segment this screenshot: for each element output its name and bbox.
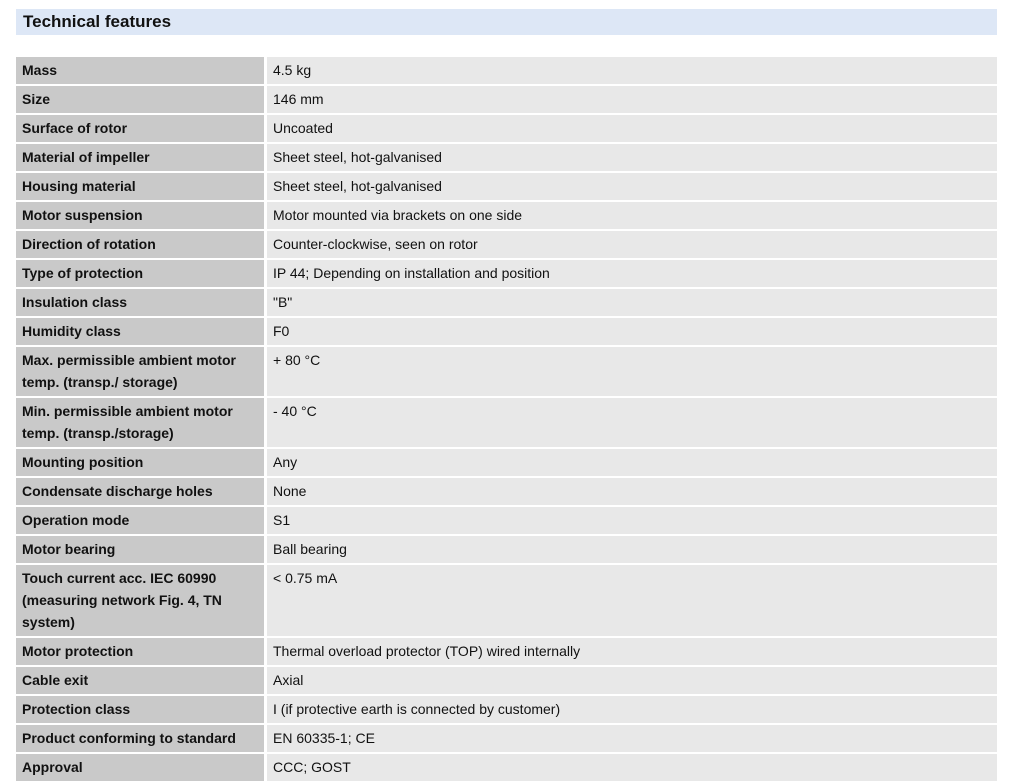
row-label: Direction of rotation bbox=[16, 231, 267, 258]
row-value: EN 60335-1; CE bbox=[267, 725, 997, 752]
table-row bbox=[16, 289, 997, 318]
row-label: Protection class bbox=[16, 696, 267, 723]
row-label: Touch current acc. IEC 60990 (measuring network Fig. 4, TN system) bbox=[16, 565, 267, 636]
row-label: Motor suspension bbox=[16, 202, 267, 229]
row-value: < 0.75 mA bbox=[267, 565, 997, 636]
row-value: Ball bearing bbox=[267, 536, 997, 563]
row-label: Max. permissible ambient motor temp. (transp./ storage) bbox=[16, 347, 267, 396]
table-row bbox=[16, 231, 997, 260]
table-row bbox=[16, 115, 997, 144]
row-value: 146 mm bbox=[267, 86, 997, 113]
table-row bbox=[16, 725, 997, 754]
section-header bbox=[16, 9, 997, 35]
row-value: Sheet steel, hot-galvanised bbox=[267, 173, 997, 200]
row-label: Housing material bbox=[16, 173, 267, 200]
table-row bbox=[16, 478, 997, 507]
table-row bbox=[16, 86, 997, 115]
row-value: + 80 °C bbox=[267, 347, 997, 396]
table-row bbox=[16, 57, 997, 86]
table-row bbox=[16, 202, 997, 231]
table-row bbox=[16, 507, 997, 536]
row-label: Size bbox=[16, 86, 267, 113]
row-value: I (if protective earth is connected by customer) bbox=[267, 696, 997, 723]
table-row bbox=[16, 144, 997, 173]
row-label: Insulation class bbox=[16, 289, 267, 316]
table-row bbox=[16, 173, 997, 202]
row-value: Thermal overload protector (TOP) wired internally bbox=[267, 638, 997, 665]
row-label: Min. permissible ambient motor temp. (transp./storage) bbox=[16, 398, 267, 447]
row-value: F0 bbox=[267, 318, 997, 345]
row-label: Surface of rotor bbox=[16, 115, 267, 142]
table-row bbox=[16, 536, 997, 565]
row-label: Humidity class bbox=[16, 318, 267, 345]
row-label: Mounting position bbox=[16, 449, 267, 476]
row-label: Type of protection bbox=[16, 260, 267, 287]
row-value: S1 bbox=[267, 507, 997, 534]
section-title: Technical features bbox=[23, 12, 172, 31]
row-value: Uncoated bbox=[267, 115, 997, 142]
table-row bbox=[16, 398, 997, 449]
row-value: Any bbox=[267, 449, 997, 476]
row-label: Motor protection bbox=[16, 638, 267, 665]
row-value: Counter-clockwise, seen on rotor bbox=[267, 231, 997, 258]
row-value: "B" bbox=[267, 289, 997, 316]
table-row bbox=[16, 565, 997, 638]
row-value: 4.5 kg bbox=[267, 57, 997, 84]
row-label: Cable exit bbox=[16, 667, 267, 694]
row-value: CCC; GOST bbox=[267, 754, 997, 781]
table-row bbox=[16, 260, 997, 289]
row-label: Approval bbox=[16, 754, 267, 781]
table-row bbox=[16, 667, 997, 696]
row-label: Mass bbox=[16, 57, 267, 84]
table-row bbox=[16, 449, 997, 478]
table-row bbox=[16, 638, 997, 667]
row-value: None bbox=[267, 478, 997, 505]
row-value: Sheet steel, hot-galvanised bbox=[267, 144, 997, 171]
table-row bbox=[16, 318, 997, 347]
row-value: IP 44; Depending on installation and position bbox=[267, 260, 997, 287]
table-row bbox=[16, 696, 997, 725]
row-label: Material of impeller bbox=[16, 144, 267, 171]
row-label: Product conforming to standard bbox=[16, 725, 267, 752]
row-label: Operation mode bbox=[16, 507, 267, 534]
table-row bbox=[16, 347, 997, 398]
technical-features-table bbox=[16, 57, 997, 783]
row-label: Condensate discharge holes bbox=[16, 478, 267, 505]
row-value: - 40 °C bbox=[267, 398, 997, 447]
table-row bbox=[16, 754, 997, 783]
row-label: Motor bearing bbox=[16, 536, 267, 563]
row-value: Motor mounted via brackets on one side bbox=[267, 202, 997, 229]
row-value: Axial bbox=[267, 667, 997, 694]
